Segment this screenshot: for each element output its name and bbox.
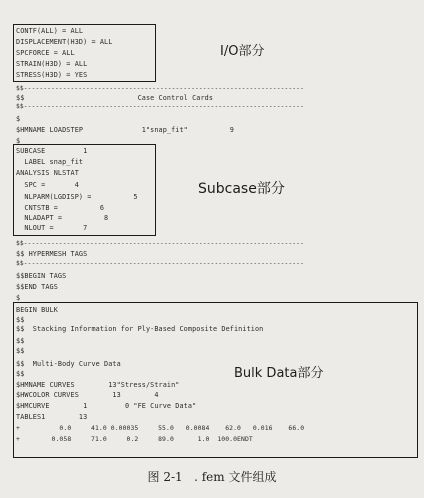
hypermesh-tags-line: $$------------------------------------------------------------------------	[16, 240, 304, 247]
figure-caption: 图 2-1 . fem 文件组成	[147, 470, 277, 484]
case-control-line: $	[16, 137, 21, 145]
case-control-line: $	[16, 115, 21, 123]
subcase-line: NLPARM(LGDISP) = 5	[16, 193, 138, 201]
io-line: STRAIN(H3D) = ALL	[16, 60, 88, 68]
subcase-line: ANALYSIS NLSTAT	[16, 169, 79, 177]
hypermesh-tags-line: $$ HYPERMESH TAGS	[16, 250, 88, 258]
bulk-line: BEGIN BULK	[16, 306, 58, 314]
io-line: CONTF(ALL) = ALL	[16, 27, 84, 35]
subcase-line: SPC = 4	[16, 181, 79, 189]
io-line: SPCFORCE = ALL	[16, 49, 75, 57]
subcase-line: LABEL snap_fit	[16, 158, 84, 166]
bulk-line: $HMCURVE 1 0 "FE Curve Data"	[16, 402, 197, 410]
bulk-line: TABLES1 13	[16, 413, 88, 421]
bulk-line: $$ Multi-Body Curve Data	[16, 360, 121, 368]
bulk-data-section-label: Bulk Data部分	[234, 366, 324, 381]
bulk-line: + 0.0 41.0 0.00035 55.0 0.0084 62.0 0.016 66.0	[16, 424, 305, 432]
case-control-line: $$------------------------------------------------------------------------	[16, 85, 304, 92]
bulk-line: $$	[16, 337, 25, 345]
bulk-line: $HMNAME CURVES 13"Stress/Strain"	[16, 381, 180, 389]
hypermesh-tags-line: $	[16, 294, 21, 302]
bulk-line: $$	[16, 347, 25, 355]
case-control-line: $$ Case Control Cards	[16, 94, 214, 102]
case-control-line: $$------------------------------------------------------------------------	[16, 103, 304, 110]
hypermesh-tags-line: $$------------------------------------------------------------------------	[16, 260, 304, 267]
subcase-line: NLOUT = 7	[16, 224, 88, 232]
subcase-line: SUBCASE 1	[16, 147, 88, 155]
hypermesh-tags-line: $$END TAGS	[16, 283, 58, 291]
bulk-line: $HWCOLOR CURVES 13 4	[16, 391, 159, 399]
case-control-line: $HMNAME LOADSTEP 1"snap_fit" 9	[16, 126, 234, 134]
bulk-line: $$ Stacking Information for Ply-Based Composite Definition	[16, 325, 264, 333]
io-section-label: I/O部分	[220, 44, 265, 59]
io-line: STRESS(H3D) = YES	[16, 71, 88, 79]
bulk-line: $$	[16, 316, 25, 324]
io-line: DISPLACEMENT(H3D) = ALL	[16, 38, 113, 46]
bulk-line: $$	[16, 370, 25, 378]
bulk-line: + 0.058 71.0 0.2 89.0 1.0 100.0ENDT	[16, 435, 253, 443]
subcase-line: CNTSTB = 6	[16, 204, 105, 212]
hypermesh-tags-line: $$BEGIN TAGS	[16, 272, 67, 280]
subcase-line: NLADAPT = 8	[16, 214, 109, 222]
subcase-section-label: Subcase部分	[198, 181, 285, 197]
